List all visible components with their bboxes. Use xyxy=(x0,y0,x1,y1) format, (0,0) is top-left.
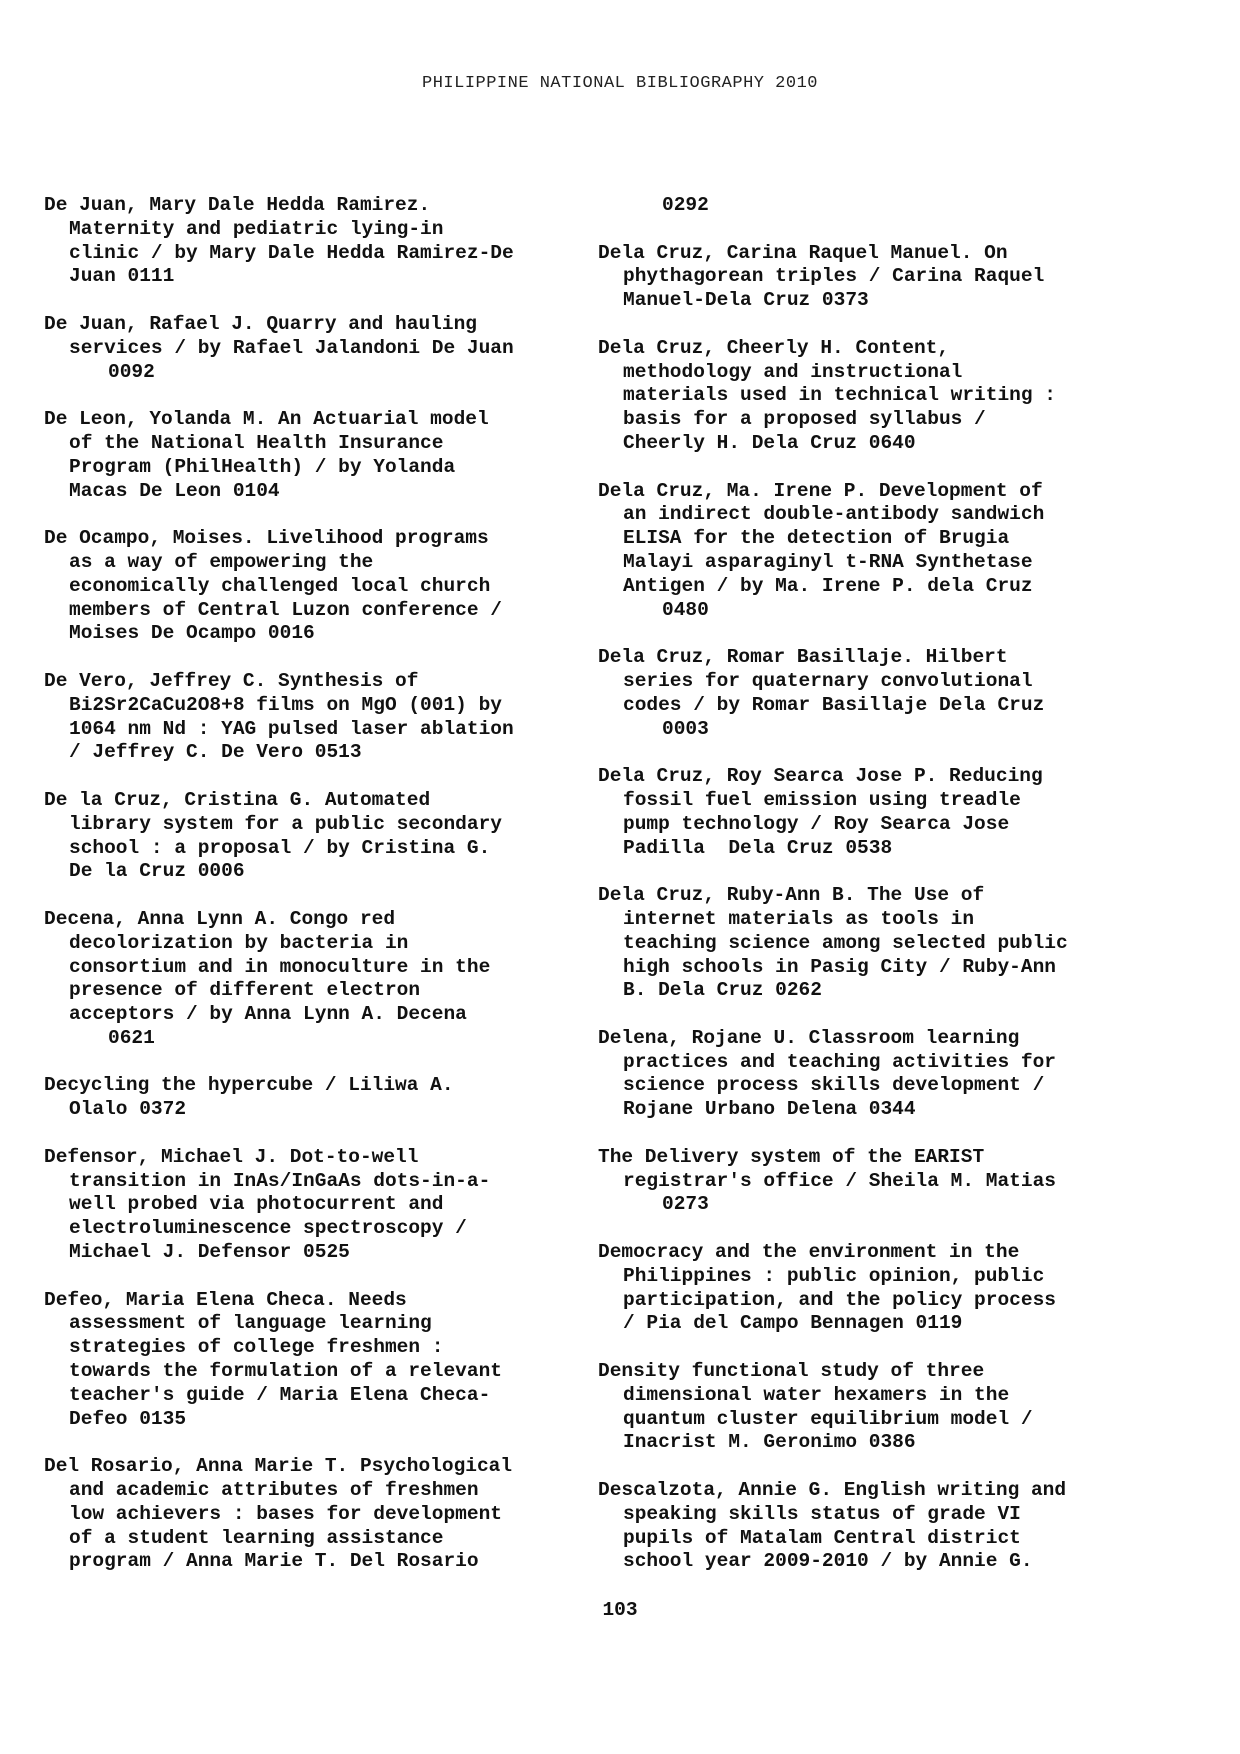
entry-line: Macas De Leon 0104 xyxy=(69,479,280,502)
entry-line: De Juan, Rafael J. Quarry and hauling xyxy=(44,312,477,335)
entry-line: fossil fuel emission using treadle xyxy=(623,788,1021,811)
entry-line: practices and teaching activities for xyxy=(623,1050,1056,1073)
entry-line: 0273 xyxy=(662,1193,709,1216)
entry-line: codes / by Romar Basillaje Dela Cruz xyxy=(623,693,1045,716)
entry-line: presence of different electron xyxy=(69,979,421,1002)
bibliography-entry xyxy=(44,408,604,503)
bibliography-entry xyxy=(44,1455,604,1574)
entry-line: pump technology / Roy Searca Jose xyxy=(623,812,1010,835)
entry-line: transition in InAs/InGaAs dots-in-a- xyxy=(69,1169,491,1192)
entry-line: 0292 xyxy=(662,194,709,216)
entry-line: teacher's guide / Maria Elena Checa- xyxy=(69,1383,491,1406)
entry-line: Defeo 0135 xyxy=(69,1407,187,1430)
entry-line: Olalo 0372 xyxy=(69,1098,187,1121)
left-column xyxy=(44,194,604,1598)
entry-line: consortium and in monoculture in the xyxy=(69,955,491,978)
bibliography-entry xyxy=(598,480,1218,623)
entry-line: Padilla Dela Cruz 0538 xyxy=(623,836,893,859)
bibliography-entry xyxy=(598,1027,1218,1122)
entry-line: Density functional study of three xyxy=(598,1360,985,1383)
entry-line: Moises De Ocampo 0016 xyxy=(69,622,315,645)
entry-line: Decycling the hypercube / Liliwa A. xyxy=(44,1074,454,1097)
entry-line: low achievers : bases for development xyxy=(69,1502,502,1525)
entry-line: 0092 xyxy=(108,360,155,383)
entry-line: Manuel-Dela Cruz 0373 xyxy=(623,289,869,312)
entry-line: Malayi asparaginyl t-RNA Synthetase xyxy=(623,550,1033,573)
entry-line: high schools in Pasig City / Ruby-Ann xyxy=(623,955,1056,978)
right-column xyxy=(598,194,1218,1598)
entry-line: Cheerly H. Dela Cruz 0640 xyxy=(623,431,916,454)
bibliography-entry xyxy=(598,242,1218,313)
entry-line: / Pia del Campo Bennagen 0119 xyxy=(623,1312,963,1335)
entry-line: 1064 nm Nd : YAG pulsed laser ablation xyxy=(69,717,514,740)
entry-line: strategies of college freshmen : xyxy=(69,1336,444,1359)
entry-line: dimensional water hexamers in the xyxy=(623,1383,1010,1406)
entry-line: phythagorean triples / Carina Raquel xyxy=(623,265,1045,288)
bibliography-entry xyxy=(598,1360,1218,1455)
entry-line: towards the formulation of a relevant xyxy=(69,1360,502,1383)
entry-line: of the National Health Insurance xyxy=(69,431,444,454)
entry-line: Descalzota, Annie G. English writing and xyxy=(598,1479,1067,1502)
bibliography-entry xyxy=(44,1289,604,1432)
bibliography-entry xyxy=(44,908,604,1051)
entry-line: B. Dela Cruz 0262 xyxy=(623,979,822,1002)
entry-line: of a student learning assistance xyxy=(69,1526,444,1549)
entry-line: acceptors / by Anna Lynn A. Decena xyxy=(69,1003,467,1026)
entry-line: school : a proposal / by Cristina G. xyxy=(69,836,491,859)
entry-line: Del Rosario, Anna Marie T. Psychological xyxy=(44,1455,513,1478)
entry-line: Michael J. Defensor 0525 xyxy=(69,1241,350,1264)
entry-line: methodology and instructional xyxy=(623,360,963,383)
entry-line: Decena, Anna Lynn A. Congo red xyxy=(44,907,396,930)
entry-line: De Leon, Yolanda M. An Actuarial model xyxy=(44,408,489,431)
entry-line: Bi2Sr2CaCu2O8+8 films on MgO (001) by xyxy=(69,693,502,716)
entry-line: Dela Cruz, Romar Basillaje. Hilbert xyxy=(598,646,1008,669)
entry-line: school year 2009-2010 / by Annie G. xyxy=(623,1550,1033,1573)
bibliography-entry xyxy=(44,194,604,289)
bibliography-entry xyxy=(44,1074,604,1122)
entry-line: basis for a proposed syllabus / xyxy=(623,408,986,431)
page-number: 103 xyxy=(602,1599,638,1621)
entry-line: / Jeffrey C. De Vero 0513 xyxy=(69,741,362,764)
entry-line: members of Central Luzon conference / xyxy=(69,598,502,621)
entry-line: internet materials as tools in xyxy=(623,907,975,930)
bibliography-entry xyxy=(598,194,1218,218)
entry-line: Maternity and pediatric lying-in xyxy=(69,217,444,240)
entry-line: Juan 0111 xyxy=(69,265,175,288)
entry-line: The Delivery system of the EARIST xyxy=(598,1145,985,1168)
entry-line: Delena, Rojane U. Classroom learning xyxy=(598,1026,1020,1049)
bibliography-entry xyxy=(44,1146,604,1265)
bibliography-entry xyxy=(598,1479,1218,1574)
entry-line: library system for a public secondary xyxy=(69,812,502,835)
entry-line: Defeo, Maria Elena Checa. Needs xyxy=(44,1288,407,1311)
entry-line: materials used in technical writing : xyxy=(623,384,1056,407)
entry-line: De la Cruz 0006 xyxy=(69,860,245,883)
bibliography-entry xyxy=(44,670,604,765)
entry-line: Democracy and the environment in the xyxy=(598,1241,1020,1264)
entry-line: services / by Rafael Jalandoni De Juan xyxy=(69,336,514,359)
bibliography-entry xyxy=(598,1146,1218,1217)
entry-line: speaking skills status of grade VI xyxy=(623,1502,1021,1525)
entry-line: Dela Cruz, Carina Raquel Manuel. On xyxy=(598,241,1008,264)
entry-line: Rojane Urbano Delena 0344 xyxy=(623,1098,916,1121)
entry-line: registrar's office / Sheila M. Matias xyxy=(623,1169,1056,1192)
entry-line: ELISA for the detection of Brugia xyxy=(623,527,1010,550)
entry-line: an indirect double-antibody sandwich xyxy=(623,503,1045,526)
bibliography-entry xyxy=(598,1241,1218,1336)
running-header: PHILIPPINE NATIONAL BIBLIOGRAPHY 2010 xyxy=(422,74,818,93)
entry-line: economically challenged local church xyxy=(69,574,491,597)
entry-line: De la Cruz, Cristina G. Automated xyxy=(44,788,431,811)
entry-line: series for quaternary convolutional xyxy=(623,669,1033,692)
bibliography-entry xyxy=(598,337,1218,456)
entry-line: Antigen / by Ma. Irene P. dela Cruz xyxy=(623,574,1033,597)
entry-line: Inacrist M. Geronimo 0386 xyxy=(623,1431,916,1454)
entry-line: Defensor, Michael J. Dot-to-well xyxy=(44,1145,419,1168)
entry-line: De Juan, Mary Dale Hedda Ramirez. xyxy=(44,194,431,216)
entry-line: Dela Cruz, Ma. Irene P. Development of xyxy=(598,479,1043,502)
bibliography-entry xyxy=(598,884,1218,1003)
entry-line: Program (PhilHealth) / by Yolanda xyxy=(69,455,456,478)
entry-line: well probed via photocurrent and xyxy=(69,1193,444,1216)
entry-line: program / Anna Marie T. Del Rosario xyxy=(69,1550,479,1573)
entry-line: Philippines : public opinion, public xyxy=(623,1264,1045,1287)
entry-line: quantum cluster equilibrium model / xyxy=(623,1407,1033,1430)
bibliography-entry xyxy=(44,313,604,384)
entry-line: decolorization by bacteria in xyxy=(69,931,409,954)
entry-line: as a way of empowering the xyxy=(69,550,374,573)
entry-line: pupils of Matalam Central district xyxy=(623,1526,1021,1549)
entry-line: 0621 xyxy=(108,1026,155,1049)
entry-line: Dela Cruz, Cheerly H. Content, xyxy=(598,336,950,359)
entry-line: 0480 xyxy=(662,598,709,621)
entry-line: science process skills development / xyxy=(623,1074,1045,1097)
entry-line: clinic / by Mary Dale Hedda Ramirez-De xyxy=(69,241,514,264)
bibliography-entry xyxy=(44,789,604,884)
bibliography-entry xyxy=(598,765,1218,860)
entry-line: Dela Cruz, Roy Searca Jose P. Reducing xyxy=(598,765,1043,788)
entry-line: 0003 xyxy=(662,717,709,740)
entry-line: De Ocampo, Moises. Livelihood programs xyxy=(44,527,489,550)
entry-line: Dela Cruz, Ruby-Ann B. The Use of xyxy=(598,884,985,907)
entry-line: participation, and the policy process xyxy=(623,1288,1056,1311)
entry-line: teaching science among selected public xyxy=(623,931,1068,954)
entry-line: assessment of language learning xyxy=(69,1312,432,1335)
entry-line: De Vero, Jeffrey C. Synthesis of xyxy=(44,669,419,692)
bibliography-entry xyxy=(44,527,604,646)
bibliography-entry xyxy=(598,646,1218,741)
entry-line: and academic attributes of freshmen xyxy=(69,1479,479,1502)
entry-line: electroluminescence spectroscopy / xyxy=(69,1217,467,1240)
